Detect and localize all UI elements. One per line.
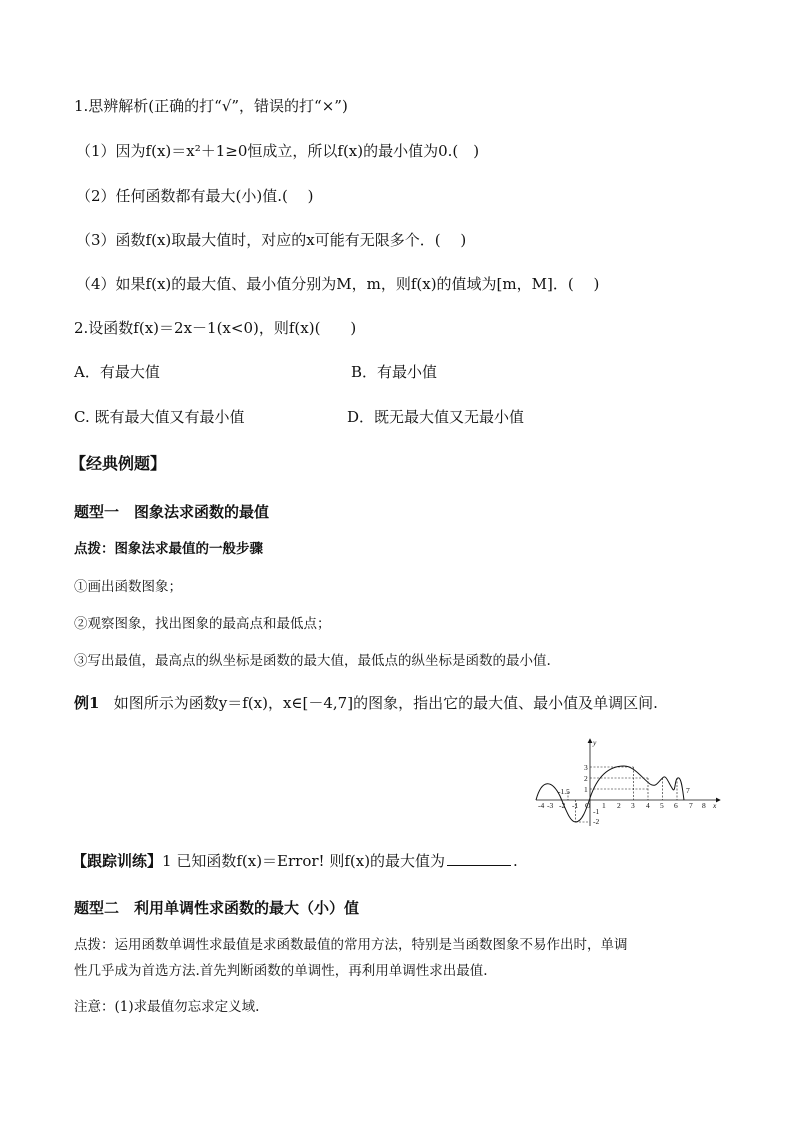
q1-item-4: （4）如果f(x)的最大值、最小值分别为M，m，则f(x)的值域为[m，M]．( ) — [76, 275, 600, 293]
q2-option-c: C. 既有最大值又有最小值 — [74, 408, 245, 426]
type2-tip-line-1: 点拨：运用函数单调性求最值是求函数最值的常用方法，特别是当函数图象不易作出时，单调 — [74, 937, 628, 953]
example-label: 例1 — [74, 694, 100, 712]
tick-x-1: 1 — [602, 801, 606, 810]
label-7: 7 — [686, 786, 690, 795]
type1-step-3: ③写出最值，最高点的纵坐标是函数的最大值，最低点的纵坐标是函数的最小值. — [74, 653, 551, 669]
q2-stem: 2.设函数f(x)＝2x－1(x<0)，则f(x)( ) — [74, 319, 357, 337]
type2-note: 注意：(1)求最值勿忘求定义域. — [74, 999, 260, 1015]
answer-blank[interactable] — [447, 850, 511, 866]
type2-title: 题型二 利用单调性求函数的最大（小）值 — [74, 899, 360, 917]
tick-y-1: 1 — [584, 785, 588, 794]
function-graph — [534, 736, 724, 828]
tick-x-5: 5 — [660, 801, 664, 810]
q1-item-1: （1）因为f(x)＝x²＋1≥0恒成立，所以f(x)的最小值为0.( ) — [76, 142, 480, 160]
example-1 — [74, 693, 658, 713]
example-text: 如图所示为函数y＝f(x)，x∈[－4,7]的图象，指出它的最大值、最小值及单调区间. — [113, 694, 658, 712]
tracking-text: 1 已知函数f(x)＝Error! 则f(x)的最大值为 — [162, 852, 446, 870]
q1-heading: 1.思辨解析(正确的打“√”，错误的打“×”) — [74, 97, 348, 115]
tick-y-2: 2 — [584, 774, 588, 783]
tick-x--4: -4 — [538, 801, 545, 810]
tick-x-2: 2 — [617, 801, 621, 810]
q1-item-2: （2）任何函数都有最大(小)值.( ) — [76, 187, 314, 205]
tick-x-6: 6 — [674, 801, 678, 810]
tick-x-8: 8 — [702, 801, 706, 810]
type1-step-2: ②观察图象，找出图象的最高点和最低点； — [74, 616, 331, 632]
type1-step-1: ①画出函数图象； — [74, 579, 182, 595]
tick-x--3: -3 — [547, 801, 554, 810]
x-axis-label: x — [713, 801, 717, 810]
tracking-exercise — [72, 850, 518, 871]
type1-tip-title: 点拨：图象法求最值的一般步骤 — [74, 541, 263, 557]
q2-option-a: A．有最大值 — [74, 363, 160, 381]
origin-label: O — [585, 801, 591, 810]
type1-title: 题型一 图象法求函数的最值 — [74, 503, 270, 521]
q2-option-b: B．有最小值 — [351, 363, 438, 381]
tick-x--2: -2 — [559, 801, 566, 810]
tick-x-7: 7 — [689, 801, 693, 810]
tick-y-3: 3 — [584, 763, 588, 772]
tick-y--2: -2 — [593, 817, 600, 826]
tick-y--1: -1 — [593, 807, 600, 816]
type2-tip-line-2: 性几乎成为首选方法.首先判断函数的单调性，再利用单调性求出最值. — [74, 963, 488, 979]
label-neg-1-5: -1.5 — [558, 787, 570, 796]
tick-x--1: -1 — [572, 801, 579, 810]
y-axis-label: y — [593, 738, 597, 747]
tick-x-3: 3 — [631, 801, 635, 810]
section-title: 【经典例题】 — [70, 454, 167, 473]
tracking-label: 【跟踪训练】 — [72, 852, 163, 870]
tick-x-4: 4 — [646, 801, 650, 810]
tracking-period: . — [513, 852, 518, 870]
q2-option-d: D．既无最大值又无最小值 — [347, 408, 525, 426]
q1-item-3: （3）函数f(x)取最大值时，对应的x可能有无限多个．( ) — [76, 231, 467, 249]
